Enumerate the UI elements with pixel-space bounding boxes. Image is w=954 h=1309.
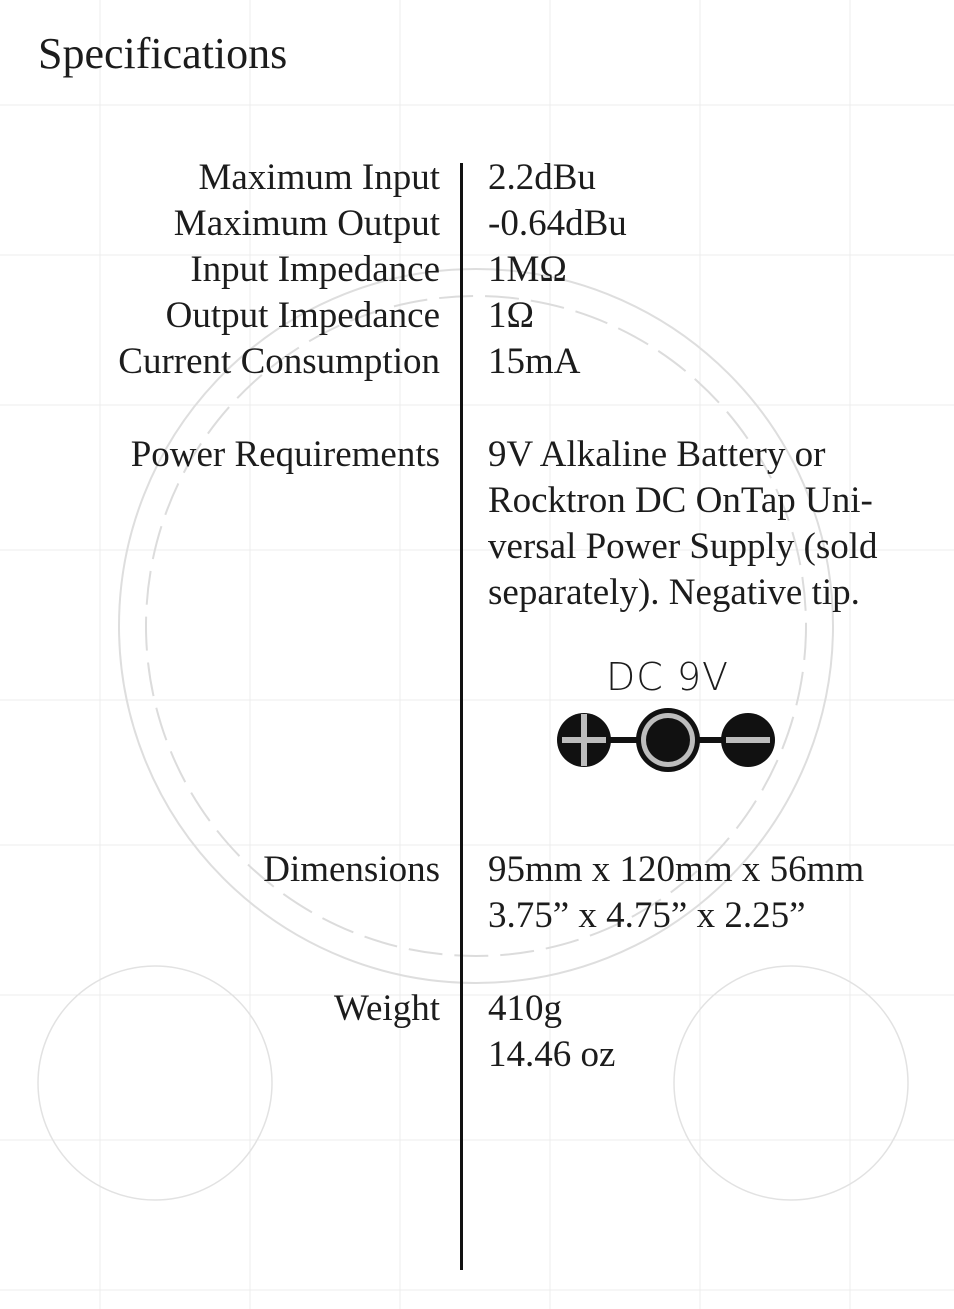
input-impedance-value: 1MΩ xyxy=(488,249,567,290)
current-consumption-label: Current Consumption xyxy=(118,341,440,382)
weight-imperial-value: 14.46 oz xyxy=(488,1034,616,1075)
current-consumption-value: 15mA xyxy=(488,341,581,382)
center-pin-icon xyxy=(636,708,700,772)
plus-terminal-icon xyxy=(557,713,611,767)
power-requirements-line: separately). Negative tip. xyxy=(488,572,860,613)
dimensions-label: Dimensions xyxy=(263,849,440,890)
dc-9v-label: DC 9V xyxy=(606,655,730,699)
output-impedance-label: Output Impedance xyxy=(165,295,440,336)
weight-metric-value: 410g xyxy=(488,988,562,1029)
power-requirements-line: versal Power Supply (sold xyxy=(488,526,878,567)
power-requirements-line: Rocktron DC OnTap Uni- xyxy=(488,480,873,521)
output-impedance-value: 1Ω xyxy=(488,295,534,336)
minus-terminal-icon xyxy=(721,713,775,767)
max-input-label: Maximum Input xyxy=(198,157,440,198)
page-title: Specifications xyxy=(38,29,288,78)
max-output-value: -0.64dBu xyxy=(488,203,627,244)
power-requirements-label: Power Requirements xyxy=(130,434,440,475)
input-impedance-label: Input Impedance xyxy=(190,249,440,290)
dimensions-metric-value: 95mm x 120mm x 56mm xyxy=(488,849,865,890)
power-requirements-line: 9V Alkaline Battery or xyxy=(488,434,826,475)
dc-center-negative-polarity-icon xyxy=(552,700,782,780)
max-input-value: 2.2dBu xyxy=(488,157,596,198)
max-output-label: Maximum Output xyxy=(173,203,440,244)
dimensions-imperial-value: 3.75” x 4.75” x 2.25” xyxy=(488,895,806,936)
column-divider xyxy=(460,163,463,1270)
weight-label: Weight xyxy=(334,988,440,1029)
